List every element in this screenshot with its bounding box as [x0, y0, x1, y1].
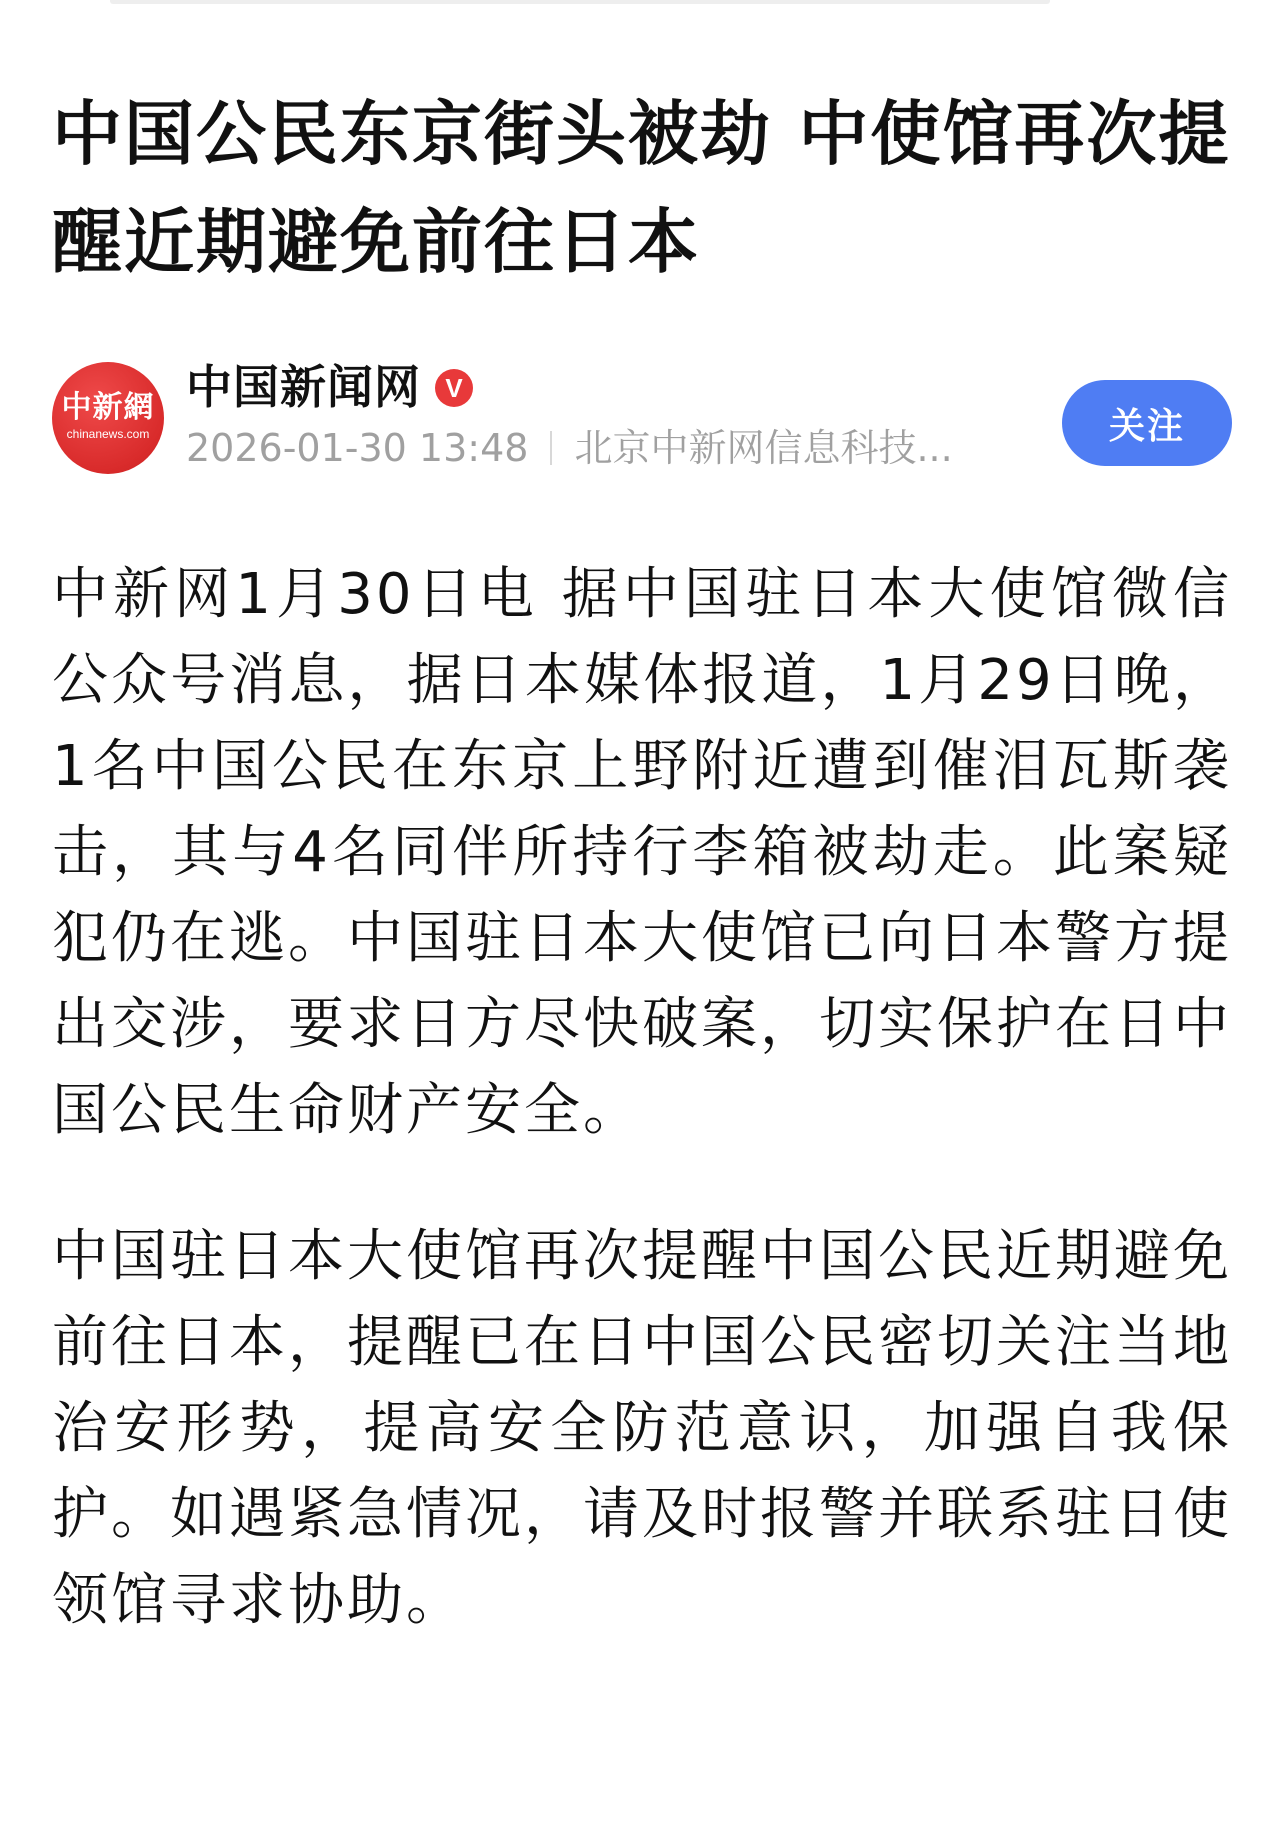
top-strip — [110, 0, 1050, 4]
avatar-domain: chinanews.com — [66, 427, 150, 441]
follow-button[interactable]: 关注 — [1062, 380, 1232, 466]
meta-divider — [550, 431, 552, 465]
publish-timestamp: 2026-01-30 13:48 — [186, 426, 529, 470]
article-title: 中国公民东京街头被劫 中使馆再次提醒近期避免前往日本 — [52, 93, 1231, 283]
article-body — [52, 552, 1232, 1644]
publisher-name: 北京中新网信息科技... — [574, 426, 953, 470]
article-paragraph-2: 中国驻日本大使馆再次提醒中国公民近期避免前往日本，提醒已在日中国公民密切关注当地治安形势，提高安全防范意识，加强自我保护。如遇紧急情况，请及时报警并联系驻日使领馆寻求协助。 — [52, 1224, 1232, 1633]
article-paragraph-1: 中新网1月30日电 据中国驻日本大使馆微信公众号消息，据日本媒体报道，1月29日晚，1名中国公民在东京上野附近遭到催泪瓦斯袭击，其与4名同伴所持行李箱被劫走。此案疑犯仍在逃。中国驻日本大使馆已向日本警方提出交涉，要求日方尽快破案，切实保护在日中国公民生命财产安全。 — [52, 562, 1232, 1143]
source-avatar[interactable] — [52, 362, 164, 474]
meta-row — [186, 424, 953, 472]
article — [52, 80, 1232, 1644]
source-name[interactable]: 中国新闻网 — [186, 360, 421, 414]
author-bar — [52, 358, 1232, 488]
verified-icon: V — [435, 369, 473, 407]
chinanews-logo-icon: 中新網 — [61, 390, 155, 425]
source-name-row — [186, 358, 473, 416]
